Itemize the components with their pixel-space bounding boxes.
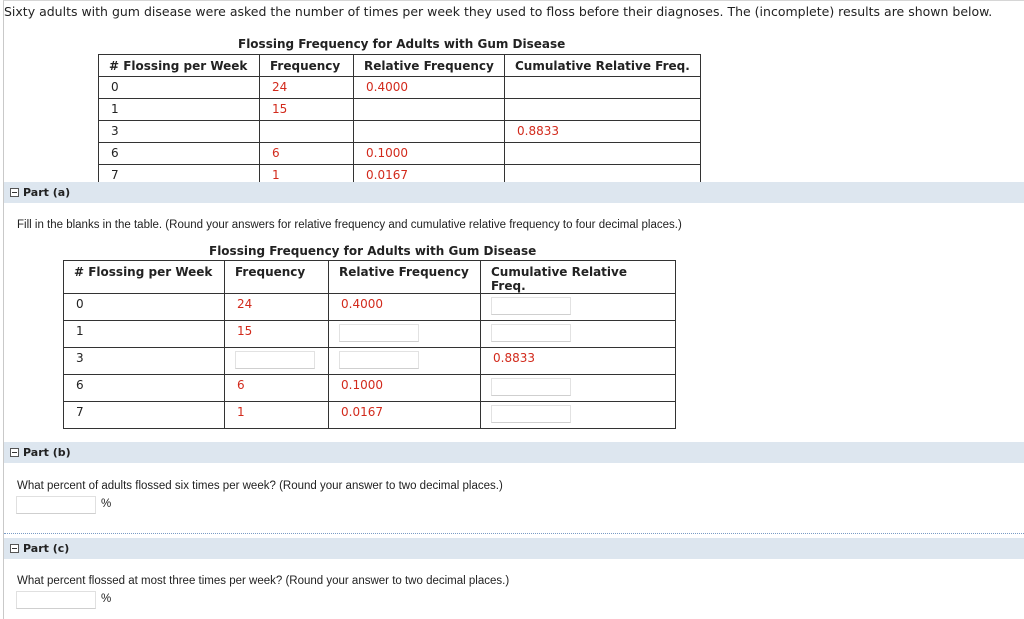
cumulative-input-row-1[interactable] bbox=[491, 324, 571, 342]
cumulative-input-row-0[interactable] bbox=[491, 297, 571, 315]
divider bbox=[4, 533, 1024, 534]
part-b-unit: % bbox=[101, 498, 112, 510]
part-b-answer-input[interactable] bbox=[16, 496, 96, 514]
part-a-label: Part (a) bbox=[23, 186, 71, 199]
table-row bbox=[64, 321, 676, 348]
part-c-header[interactable] bbox=[4, 538, 1024, 559]
cell-week: 7 bbox=[99, 165, 260, 187]
cell-frequency: 24 bbox=[260, 77, 354, 99]
cell-frequency: 15 bbox=[225, 321, 329, 348]
cell-relative: 0.1000 bbox=[329, 375, 481, 402]
table-row bbox=[99, 143, 701, 165]
cell-frequency: 1 bbox=[225, 402, 329, 429]
table-row bbox=[64, 348, 676, 375]
col-header-week: # Flossing per Week bbox=[64, 261, 225, 294]
cell-relative: 0.4000 bbox=[329, 294, 481, 321]
table-title: Flossing Frequency for Adults with Gum Disease bbox=[238, 37, 566, 51]
cell-relative: 0.0167 bbox=[329, 402, 481, 429]
part-c-answer-input[interactable] bbox=[16, 591, 96, 609]
table-row bbox=[99, 121, 701, 143]
col-header-relative: Relative Frequency bbox=[329, 261, 481, 294]
table-row bbox=[64, 402, 676, 429]
cumulative-input-row-4[interactable] bbox=[491, 405, 571, 423]
cell-cumulative bbox=[505, 99, 701, 121]
cell-week: 3 bbox=[64, 348, 225, 375]
table-row bbox=[64, 294, 676, 321]
cell-frequency bbox=[225, 348, 329, 375]
cell-cumulative bbox=[481, 294, 676, 321]
cell-relative: 0.4000 bbox=[354, 77, 505, 99]
part-c-unit: % bbox=[101, 593, 112, 605]
col-header-cumulative: Cumulative Relative Freq. bbox=[505, 55, 701, 77]
cell-frequency: 15 bbox=[260, 99, 354, 121]
col-header-frequency: Frequency bbox=[225, 261, 329, 294]
cumulative-input-row-3[interactable] bbox=[491, 378, 571, 396]
col-header-week: # Flossing per Week bbox=[99, 55, 260, 77]
collapse-icon[interactable] bbox=[10, 448, 19, 457]
cell-relative bbox=[329, 321, 481, 348]
cell-cumulative: 0.8833 bbox=[481, 348, 676, 375]
part-a-header[interactable] bbox=[4, 182, 1024, 203]
cell-cumulative bbox=[481, 321, 676, 348]
relative-input-row-2[interactable] bbox=[339, 351, 419, 369]
part-b-header[interactable] bbox=[4, 442, 1024, 463]
collapse-icon[interactable] bbox=[10, 188, 19, 197]
part-a-instructions: Fill in the blanks in the table. (Round your answers for relative frequency and cumulative relative frequency to four decimal places.) bbox=[17, 219, 682, 231]
cell-cumulative: 0.8833 bbox=[505, 121, 701, 143]
cell-cumulative bbox=[481, 402, 676, 429]
cell-week: 3 bbox=[99, 121, 260, 143]
table-header-row bbox=[64, 261, 676, 294]
frequency-input-row-2[interactable] bbox=[235, 351, 315, 369]
cell-relative: 0.1000 bbox=[354, 143, 505, 165]
cell-week: 7 bbox=[64, 402, 225, 429]
part-c-question: What percent flossed at most three times per week? (Round your answer to two decimal places.) bbox=[17, 575, 510, 587]
cell-relative: 0.0167 bbox=[354, 165, 505, 187]
cell-frequency: 24 bbox=[225, 294, 329, 321]
collapse-icon[interactable] bbox=[10, 544, 19, 553]
cell-frequency: 6 bbox=[260, 143, 354, 165]
cell-week: 6 bbox=[64, 375, 225, 402]
table-title: Flossing Frequency for Adults with Gum Disease bbox=[209, 244, 537, 258]
cell-relative bbox=[329, 348, 481, 375]
cell-frequency bbox=[260, 121, 354, 143]
table-header-row bbox=[99, 55, 701, 77]
relative-input-row-1[interactable] bbox=[339, 324, 419, 342]
answer-frequency-table bbox=[63, 260, 676, 429]
col-header-relative: Relative Frequency bbox=[354, 55, 505, 77]
cell-cumulative bbox=[481, 375, 676, 402]
table-row bbox=[99, 77, 701, 99]
cell-cumulative bbox=[505, 77, 701, 99]
cell-week: 0 bbox=[99, 77, 260, 99]
col-header-frequency: Frequency bbox=[260, 55, 354, 77]
part-c-label: Part (c) bbox=[23, 542, 70, 555]
cell-relative bbox=[354, 121, 505, 143]
col-header-cumulative: Cumulative Relative Freq. bbox=[481, 261, 676, 294]
cell-week: 0 bbox=[64, 294, 225, 321]
part-b-label: Part (b) bbox=[23, 446, 71, 459]
cell-frequency: 1 bbox=[260, 165, 354, 187]
table-row bbox=[99, 99, 701, 121]
table-row bbox=[64, 375, 676, 402]
cell-week: 1 bbox=[64, 321, 225, 348]
given-frequency-table bbox=[98, 54, 701, 187]
cell-frequency: 6 bbox=[225, 375, 329, 402]
intro-text: Sixty adults with gum disease were asked the number of times per week they used to floss before their diagnoses. The (incomplete) results are shown below. bbox=[4, 4, 993, 19]
cell-relative bbox=[354, 99, 505, 121]
cell-cumulative bbox=[505, 143, 701, 165]
cell-week: 1 bbox=[99, 99, 260, 121]
cell-week: 6 bbox=[99, 143, 260, 165]
part-b-question: What percent of adults flossed six times per week? (Round your answer to two decimal places.) bbox=[17, 480, 503, 492]
